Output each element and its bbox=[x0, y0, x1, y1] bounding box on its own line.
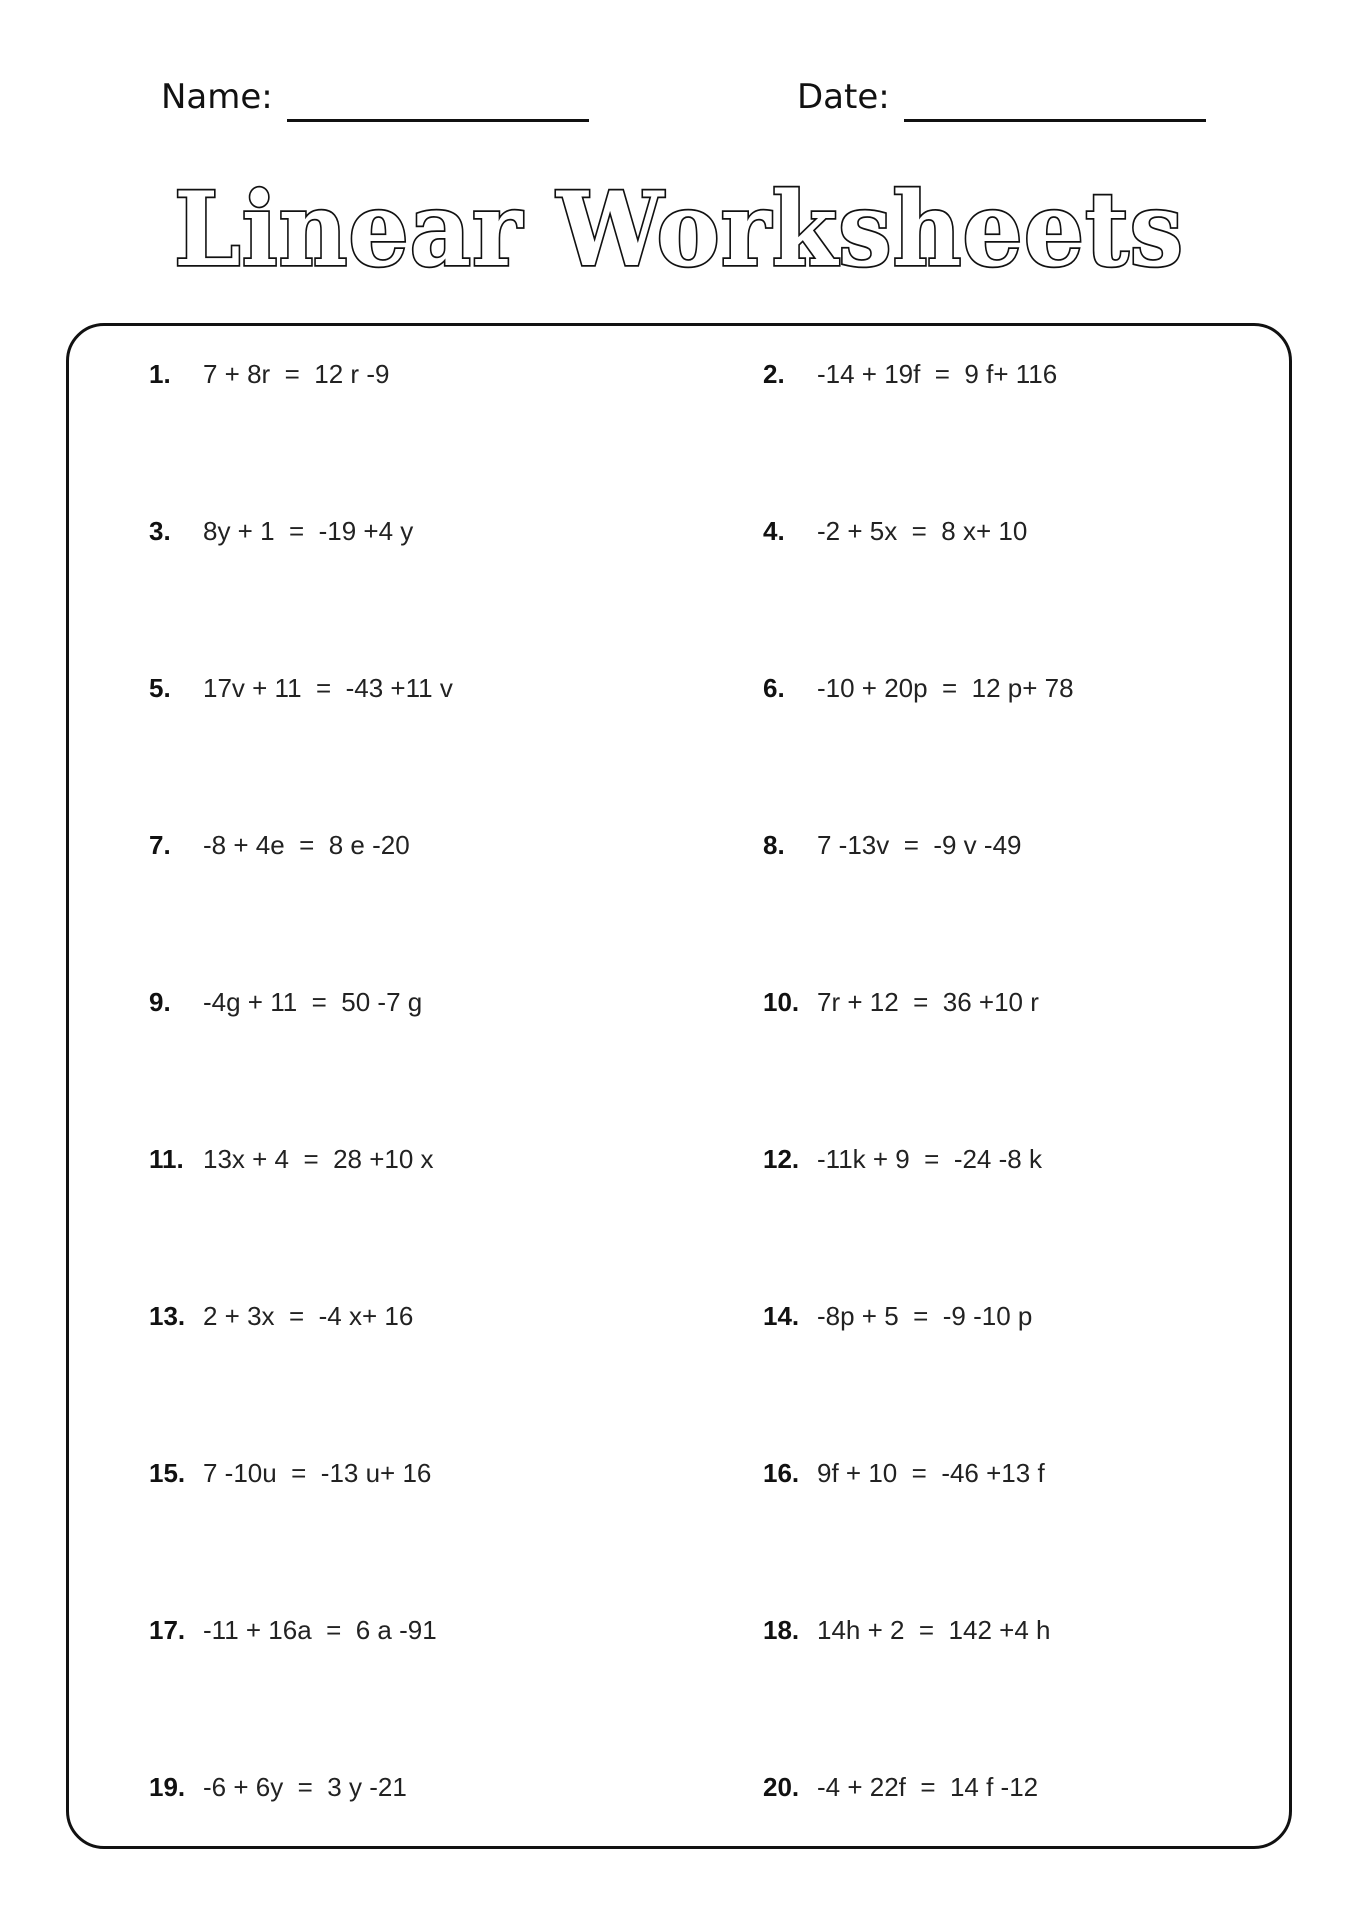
problem-grid bbox=[149, 354, 1269, 1924]
problem-equation: -11 + 16a = 6 a -91 bbox=[203, 1615, 437, 1645]
problem-item bbox=[763, 511, 1269, 668]
problem-number: 2. bbox=[763, 359, 785, 389]
name-label: Name: bbox=[161, 77, 273, 117]
problem-item bbox=[763, 825, 1269, 982]
problem-number: 3. bbox=[149, 516, 171, 546]
problem-number: 18. bbox=[763, 1615, 800, 1645]
problem-number: 4. bbox=[763, 516, 785, 546]
problem-number: 20. bbox=[763, 1772, 800, 1802]
problem-number: 1. bbox=[149, 359, 171, 389]
name-field bbox=[161, 72, 589, 122]
problem-item bbox=[149, 825, 763, 982]
problem-equation: 7r + 12 = 36 +10 r bbox=[817, 987, 1039, 1017]
page-title: Linear Worksheets bbox=[174, 170, 1184, 290]
problem-equation: -6 + 6y = 3 y -21 bbox=[203, 1772, 407, 1802]
problem-item bbox=[763, 1767, 1269, 1924]
problem-number: 5. bbox=[149, 673, 171, 703]
problem-number: 9. bbox=[149, 987, 171, 1017]
problem-box bbox=[66, 323, 1292, 1849]
problem-number: 8. bbox=[763, 830, 785, 860]
problem-item bbox=[149, 1296, 763, 1453]
problem-item bbox=[763, 1453, 1269, 1610]
problem-equation: -8 + 4e = 8 e -20 bbox=[203, 830, 410, 860]
problem-equation: 13x + 4 = 28 +10 x bbox=[203, 1144, 434, 1174]
problem-equation: -8p + 5 = -9 -10 p bbox=[817, 1301, 1033, 1331]
problem-number: 7. bbox=[149, 830, 171, 860]
problem-item bbox=[763, 982, 1269, 1139]
problem-item bbox=[149, 1139, 763, 1296]
problem-equation: 8y + 1 = -19 +4 y bbox=[203, 516, 414, 546]
problem-number: 13. bbox=[149, 1301, 186, 1331]
problem-number: 10. bbox=[763, 987, 800, 1017]
problem-item bbox=[763, 1296, 1269, 1453]
problem-number: 14. bbox=[763, 1301, 800, 1331]
problem-number: 19. bbox=[149, 1772, 186, 1802]
problem-equation: -11k + 9 = -24 -8 k bbox=[817, 1144, 1042, 1174]
name-blank-line bbox=[287, 75, 589, 122]
title-banner bbox=[0, 165, 1358, 295]
problem-item bbox=[149, 668, 763, 825]
problem-number: 11. bbox=[149, 1144, 184, 1174]
title-svg bbox=[0, 165, 1358, 295]
problem-item bbox=[149, 511, 763, 668]
date-label: Date: bbox=[797, 77, 890, 117]
problem-equation: -4 + 22f = 14 f -12 bbox=[817, 1772, 1039, 1802]
problem-number: 15. bbox=[149, 1458, 186, 1488]
problem-equation: 17v + 11 = -43 +11 v bbox=[203, 673, 453, 703]
problem-equation: -14 + 19f = 9 f+ 116 bbox=[817, 359, 1058, 389]
problem-equation: 7 -10u = -13 u+ 16 bbox=[203, 1458, 432, 1488]
date-field bbox=[797, 72, 1206, 122]
problem-item bbox=[149, 1767, 763, 1924]
problem-equation: 7 + 8r = 12 r -9 bbox=[203, 359, 390, 389]
problem-equation: 7 -13v = -9 v -49 bbox=[817, 830, 1022, 860]
problem-equation: 9f + 10 = -46 +13 f bbox=[817, 1458, 1045, 1488]
problem-equation: 2 + 3x = -4 x+ 16 bbox=[203, 1301, 414, 1331]
problem-equation: -10 + 20p = 12 p+ 78 bbox=[817, 673, 1074, 703]
date-blank-line bbox=[904, 75, 1206, 122]
problem-number: 12. bbox=[763, 1144, 800, 1174]
problem-item bbox=[763, 668, 1269, 825]
problem-equation: 14h + 2 = 142 +4 h bbox=[817, 1615, 1051, 1645]
problem-item bbox=[149, 354, 763, 511]
problem-item bbox=[149, 1453, 763, 1610]
problem-number: 17. bbox=[149, 1615, 186, 1645]
problem-item bbox=[149, 982, 763, 1139]
problem-item bbox=[763, 1610, 1269, 1767]
problem-equation: -4g + 11 = 50 -7 g bbox=[203, 987, 423, 1017]
problem-number: 6. bbox=[763, 673, 785, 703]
problem-item bbox=[149, 1610, 763, 1767]
header bbox=[0, 72, 1358, 132]
problem-item bbox=[763, 354, 1269, 511]
problem-equation: -2 + 5x = 8 x+ 10 bbox=[817, 516, 1028, 546]
problem-number: 16. bbox=[763, 1458, 800, 1488]
problem-item bbox=[763, 1139, 1269, 1296]
